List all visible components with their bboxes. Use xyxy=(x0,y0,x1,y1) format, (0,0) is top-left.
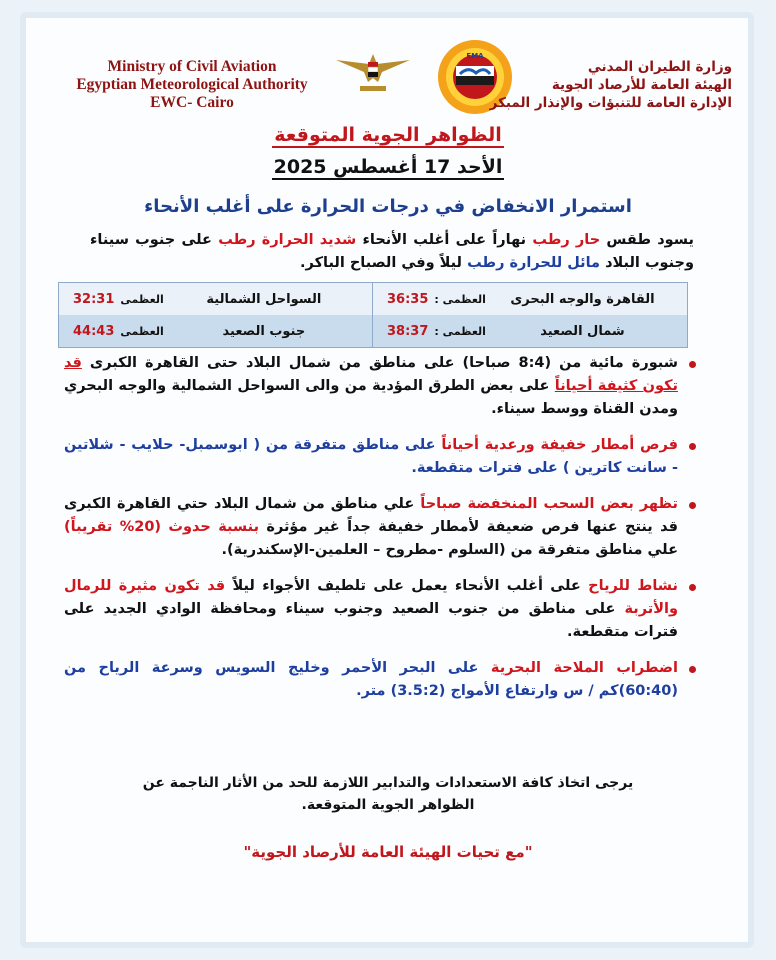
intro-paragraph xyxy=(90,229,694,275)
bullet-dot xyxy=(689,502,696,509)
region-name: القاهرة والوجه البحرى xyxy=(510,291,655,307)
date-text: الأحد 17 أغسطس 2025 xyxy=(273,156,503,178)
intro-highlight-hot-humid: حار رطب xyxy=(532,232,601,248)
rain-text: على مناطق متفرقة من ( ابوسمبل- حلايب - شلاتين - سانت كاترين ) على فترات متقطعة. xyxy=(64,437,678,476)
temp-value: 32:31 xyxy=(73,291,115,307)
max-label: العظمى xyxy=(120,324,164,338)
list-item-navigation xyxy=(64,657,696,703)
civil-aviation-logo xyxy=(330,48,416,98)
table-row xyxy=(59,315,687,347)
footer-line-2: الظواهر الجوية المتوقعة. xyxy=(301,797,475,813)
temperature-table xyxy=(58,282,688,348)
fog-text-2: على بعض الطرق المؤدية من والى السواحل الشمالية والوجه البحري ومدن القناة ووسط سيناء. xyxy=(64,378,678,417)
temp-cell-south-upper-egypt xyxy=(59,315,373,347)
clouds-highlight: تظهر بعض السحب المنخفضة صباحاً xyxy=(420,496,678,512)
header-arabic xyxy=(452,58,732,112)
bullet-dot xyxy=(689,361,696,368)
temp-value: 44:43 xyxy=(73,323,115,339)
temp-value: 38:37 xyxy=(387,323,429,339)
document-title xyxy=(0,124,776,146)
bullet-dot xyxy=(689,443,696,450)
region-name: شمال الصعيد xyxy=(540,323,625,339)
max-label: العظمى : xyxy=(434,292,486,306)
clouds-probability: بنسبة حدوث (20% تقريباً) xyxy=(64,519,260,535)
list-item-fog xyxy=(64,352,696,421)
winds-text: على أغلب الأنحاء يعمل على تلطيف الأجواء ليلاً xyxy=(232,578,581,594)
intro-text-3: على جنوب سيناء وجنوب البلاد xyxy=(90,232,694,271)
list-item-low-clouds xyxy=(64,493,696,562)
clouds-text-2: علي مناطق متفرقة من (السلوم -مطروح – العلمين-الإسكندرية). xyxy=(221,542,678,558)
temp-cell-north-upper-egypt xyxy=(373,315,687,347)
region-name: جنوب الصعيد xyxy=(222,323,306,339)
table-row xyxy=(59,283,687,315)
bullet-dot xyxy=(689,584,696,591)
temp-value: 36:35 xyxy=(387,291,429,307)
list-item-rain xyxy=(64,434,696,480)
navigation-highlight: اضطراب الملاحة البحرية xyxy=(490,660,678,676)
fog-text: شبورة مائية من (8:4 صباحا) على مناطق من شمال البلاد حتى القاهرة الكبرى xyxy=(89,355,678,371)
intro-highlight-mild: مائل للحرارة رطب xyxy=(467,255,601,271)
intro-text-1: يسود طقس xyxy=(606,232,694,248)
headline: استمرار الانخفاض في درجات الحرارة على أغلب الأنحاء xyxy=(144,196,632,217)
max-label: العظمى : xyxy=(434,324,486,338)
logo-text: EMA xyxy=(466,52,484,60)
header-english xyxy=(62,58,322,112)
temp-cell-north-coast xyxy=(59,283,373,315)
navigation-text: على البحر الأحمر وخليج السويس وسرعة الرياح من (60:40)كم / س وارتفاع الأمواج (3.5:2) متر. xyxy=(64,660,678,699)
phenomena-list xyxy=(64,352,696,716)
footer-line-1: يرجى اتخاذ كافة الاستعدادات والتدابير اللازمة للحد من الأثار الناجمة عن xyxy=(142,775,634,791)
rain-highlight: فرص أمطار خفيفة ورعدية أحياناً xyxy=(441,437,678,453)
list-item-winds xyxy=(64,575,696,644)
header-en-center: EWC- Cairo xyxy=(150,94,234,111)
winds-sand-highlight: قد تكون مثيرة للرمال والأتربة xyxy=(64,578,678,617)
max-label: العظمى xyxy=(120,292,164,306)
advisory-footer xyxy=(0,772,776,816)
intro-text-2: نهاراً على أغلب الأنحاء xyxy=(362,232,527,248)
intro-highlight-very-hot: شديد الحرارة رطب xyxy=(218,232,357,248)
header-en-authority: Egyptian Meteorological Authority xyxy=(76,76,308,93)
winds-highlight: نشاط للرياح xyxy=(588,578,678,594)
header-ar-authority: الهيئة العامة للأرصاد الجوية xyxy=(551,77,732,93)
header-ar-department: الإدارة العامة للتنبؤات والإنذار المبكر xyxy=(489,95,732,111)
clouds-text: علي مناطق من شمال البلاد حتي القاهرة الكبرى قد ينتج عنها فرص ضعيفة لأمطار خفيفة جداً غير مؤثرة xyxy=(64,496,678,535)
temp-cell-cairo xyxy=(373,283,687,315)
fog-highlight: قد تكون كثيفة أحياناً xyxy=(64,355,678,394)
header-en-ministry: Ministry of Civil Aviation xyxy=(107,58,277,75)
winds-text-2: على مناطق من جنوب الصعيد وجنوب سيناء ومحافظة الوادي الجديد على فترات متقطعة. xyxy=(64,601,678,640)
region-name: السواحل الشمالية xyxy=(206,291,322,307)
header-ar-ministry: وزارة الطيران المدني xyxy=(587,59,732,75)
greeting: "مع تحيات الهيئة العامة للأرصاد الجوية" xyxy=(243,843,533,861)
bullet-dot xyxy=(689,666,696,673)
intro-text-4: ليلاً وفي الصباح الباكر. xyxy=(300,255,462,271)
title-text: الظواهر الجوية المتوقعة xyxy=(274,124,502,146)
forecast-date xyxy=(0,156,776,178)
